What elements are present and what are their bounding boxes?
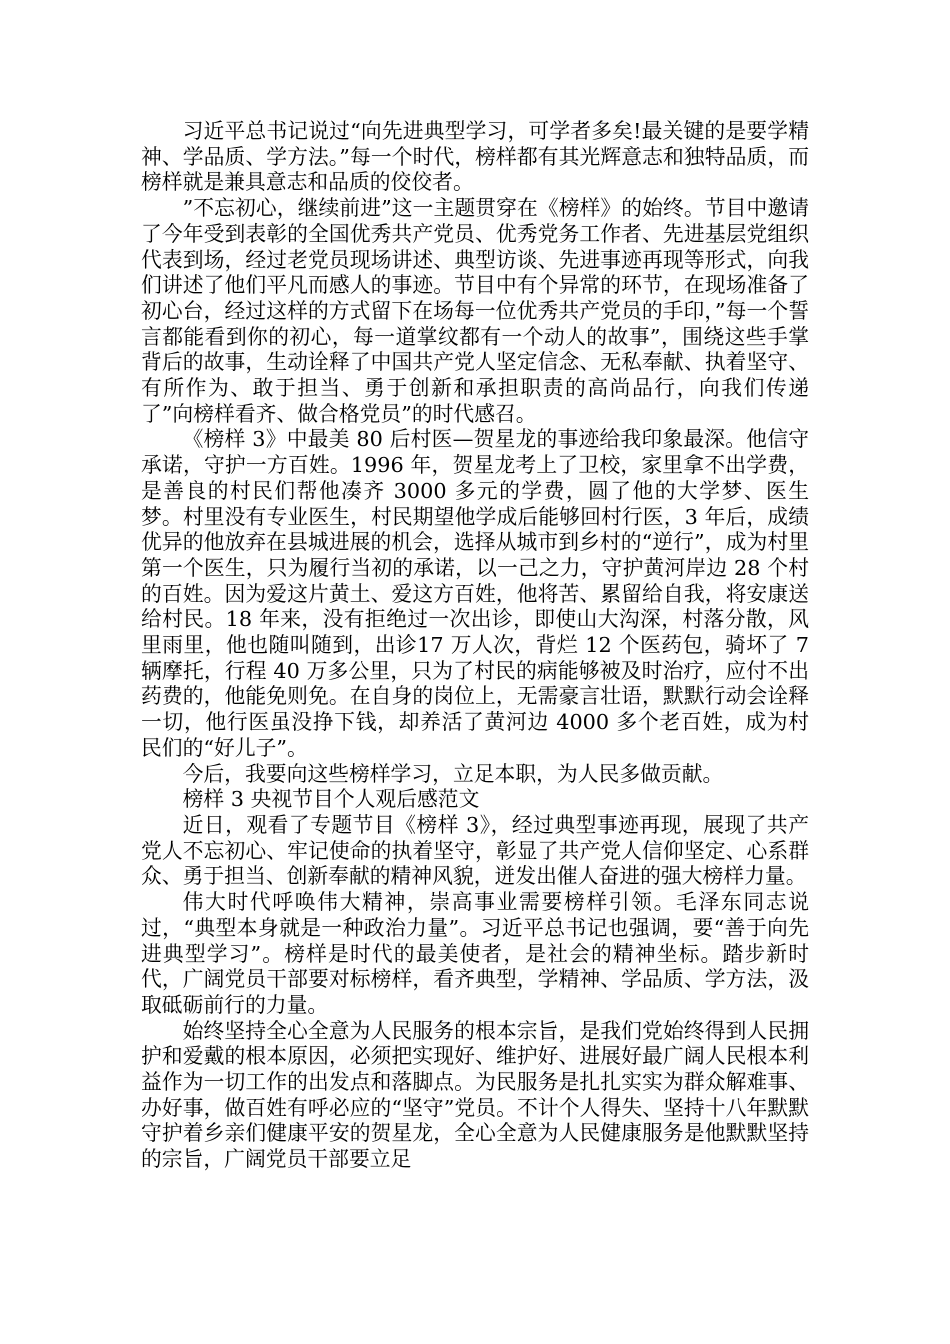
paragraph-3: 《榜样 3》中最美 80 后村医—贺星龙的事迹给我印象最深。他信守承诺，守护一方百姓。1996 年，贺星龙考上了卫校，家里拿不出学费，是善良的村民们帮他凑齐 3000 多元的学费，圆了他的大学梦、医生梦。村里没有专业医生，村民期望他学成后能够回村行医，3 年后，成绩优异的他放弃在县城进展的机会，选择从城市到乡村的“逆行”，成为村里第一个医生，只为履行当初的承诺，以一己之力，守护黄河岸边 28 个村的百姓。因为爱这片黄土、爱这方百姓，他将苦、累留给自我，将安康送给村民。18 年来，没有拒绝过一次出诊，即使山大沟深，村落分散，风里雨里，他也随叫随到，出诊17 万人次，背烂 12 个医药包，骑坏了 7 辆摩托，行程 40 万多公里，只为了村民的病能够被及时治疗，应付不出药费的，他能免则免。在自身的岗位上，无需豪言壮语，默默行动会诠释一切，他行医虽没挣下钱，却养活了黄河边 4000 多个老百姓，成为村民们的“好儿子”。	[141, 427, 809, 760]
document-page	[141, 119, 809, 1173]
paragraph-4: 今后，我要向这些榜样学习，立足本职，为人民多做贡献。	[182, 761, 724, 786]
paragraph-1: 习近平总书记说过“向先进典型学习，可学者多矣!最关键的是要学精神、学品质、学方法。”每一个时代，榜样都有其光辉意志和独特品质，而榜样就是兼具意志和品质的佼佼者。	[141, 119, 809, 195]
section-paragraph-3: 始终坚持全心全意为人民服务的根本宗旨，是我们党始终得到人民拥护和爱戴的根本原因，必须把实现好、维护好、进展好最广阔人民根本利益作为一切工作的出发点和落脚点。为民服务是扎扎实实为群众解难事、办好事，做百姓有呼必应的“坚守”党员。不计个人得失、坚持十八年默默守护着乡亲们健康平安的贺星龙，全心全意为人民健康服务是他默默坚持的宗旨，广阔党员干部要立足	[141, 1018, 809, 1172]
section-paragraph-2: 伟大时代呼唤伟大精神，崇高事业需要榜样引领。毛泽东同志说过，“典型本身就是一种政治力量”。习近平总书记也强调，要“善于向先进典型学习”。榜样是时代的最美使者，是社会的精神坐标。踏步新时代，广阔党员干部要对标榜样，看齐典型，学精神、学品质、学方法，汲取砥砺前行的力量。	[141, 890, 809, 1017]
section-paragraph-1: 近日，观看了专题节目《榜样 3》，经过典型事迹再现，展现了共产党人不忘初心、牢记使命的执着坚守，彰显了共产党人信仰坚定、心系群众、勇于担当、创新奉献的精神风貌，迸发出催人奋进的强大榜样力量。	[141, 812, 809, 889]
paragraph-2: ”不忘初心，继续前进”这一主题贯穿在《榜样》的始终。节目中邀请了今年受到表彰的全国优秀共产党员、优秀党务工作者、先进基层党组织代表到场，经过老党员现场讲述、典型访谈、先进事迹再现等形式，向我们讲述了他们平凡而感人的事迹。节目中有个异常的环节，在现场准备了初心台，经过这样的方式留下在场每一位优秀共产党员的手印，”每一个誓言都能看到你的初心，每一道掌纹都有一个动人的故事”，围绕这些手掌背后的故事，生动诠释了中国共产党人坚定信念、无私奉献、执着坚守、有所作为、敢于担当、勇于创新和承担职责的高尚品行，向我们传递了”向榜样看齐、做合格党员”的时代感召。	[141, 196, 809, 426]
section-title: 榜样 3 央视节目个人观后感范文	[182, 787, 480, 812]
